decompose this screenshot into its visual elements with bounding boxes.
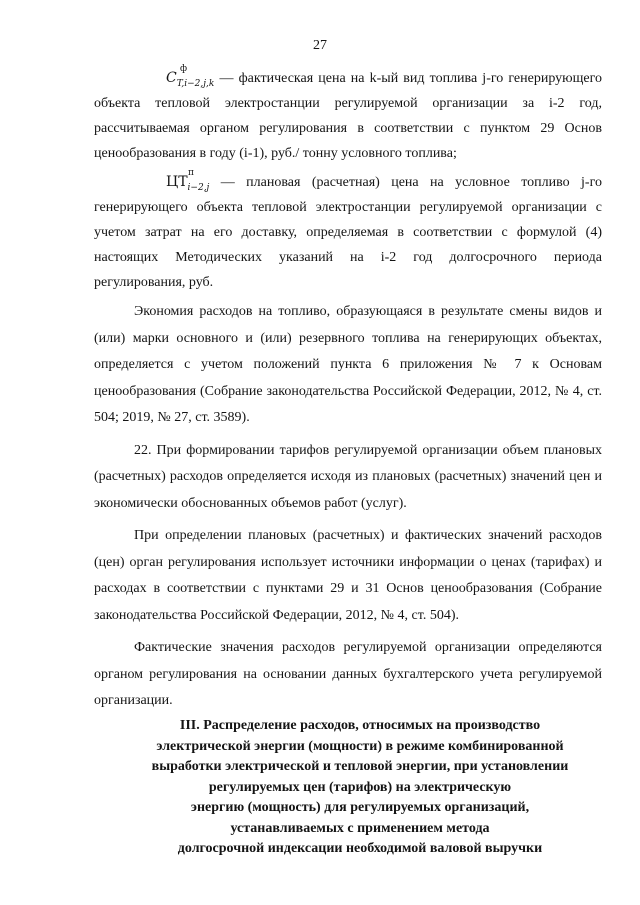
heading-line: энергию (мощность) для регулируемых организаций, <box>190 800 530 815</box>
definition-text: — фактическая цена на k-ый вид топлива j-го генерирующего объекта тепловой электростанции регулируемой организации за i-2 год, рассчитываемая органом регулирования в соответствии с пунктом 29 Основ ценообразования в году (i-1), руб./ тонну условного топлива; <box>94 71 602 161</box>
paragraph-22: 22. При формировании тарифов регулируемой организации объем плановых (расчетных) расходов определяется исходя из плановых (расчетных) значений цен и экономически обоснованных объемов работ (услуг). <box>94 442 602 511</box>
page-number: 27 <box>313 38 327 53</box>
formula-symbol-planned-price: ЦТ п $_{i-2,j}$ <box>166 168 210 193</box>
heading-line: выработки электрической и тепловой энергии, при установлении <box>151 759 569 774</box>
paragraph-fuel-savings: Экономия расходов на топливо, образующаяся в результате смены видов и (или) марки основного и (или) резервного топлива на генерирующих объектах, определяется с учетом положений пункта 6 приложения № 7 к Основам ценообразования (Собрание законодательства Российской Федерации, 2012, № 4, ст. 504; 2019, № 27, ст. 3589). <box>94 304 602 425</box>
definition-text: — плановая (расчетная) цена на условное топливо j-го генерирующего объекта тепловой электростанции регулируемой организации с учетом затрат на его доставку, определяемая в соответствии с формулой (4) настоящих Методических указаний на i-2 год долгосрочного периода регулирования, руб. <box>94 175 602 290</box>
paragraph-information-sources: При определении плановых (расчетных) и фактических значений расходов (цен) орган регулирования использует источники информации о ценах (тарифах) и расходах в соответствии с пунктами 29 и 31 Основ ценообразования (Собрание законодательства Российской Федерации, 2012, № 4, ст. 504). <box>94 528 602 623</box>
section-heading <box>130 716 590 860</box>
formula-symbol-fact-price: C ф $_{T,i-2,j,k}$ <box>166 64 215 89</box>
heading-line: регулируемых цен (тарифов) на электрическую <box>208 779 512 795</box>
body-text <box>94 66 602 717</box>
heading-line: электрической энергии (мощности) в режиме комбинированной <box>156 738 564 754</box>
paragraph-actual-values: Фактические значения расходов регулируемой организации определяются органом регулирования на основании данных бухгалтерского учета регулируемой организации. <box>94 640 602 708</box>
definition-planned-fuel-price <box>94 170 602 295</box>
definition-fact-fuel-price <box>94 66 602 166</box>
heading-line: устанавливаемых с применением метода <box>230 820 490 836</box>
heading-line: долгосрочной индексации необходимой валовой выручки <box>177 841 543 856</box>
heading-line: III. Распределение расходов, относимых на производство <box>179 718 541 733</box>
